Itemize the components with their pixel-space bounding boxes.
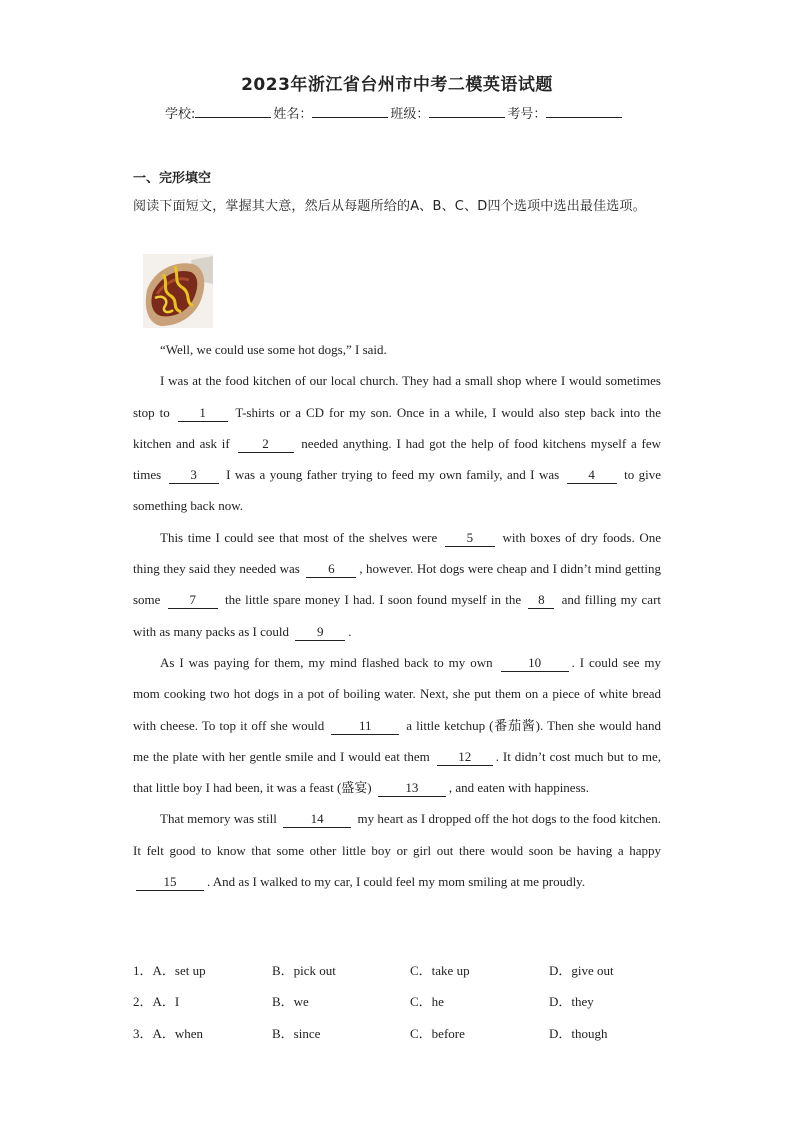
hot-dog-photo — [143, 254, 213, 328]
blank-12[interactable]: 12 — [437, 749, 493, 766]
school-label: 学校: — [165, 107, 196, 122]
blank-3[interactable]: 3 — [169, 467, 219, 484]
question-1-b[interactable]: B．pick out — [272, 963, 336, 978]
answer-options — [133, 957, 673, 1051]
question-1-d[interactable]: D．give out — [549, 963, 614, 978]
question-3-options — [133, 1020, 673, 1051]
question-3-d[interactable]: D．though — [549, 1025, 608, 1041]
question-2-c[interactable]: C．he — [410, 994, 444, 1010]
name-label: 姓名： — [273, 107, 313, 122]
blank-14[interactable]: 14 — [283, 811, 351, 828]
exam-number-label: 考号： — [507, 107, 547, 122]
paragraph-2: I was at the food kitchen of our local church. They had a small shop where I would sometimes stop to 1 T-shirts or a CD for my son. Once in a while, I would also step back into the kitchen and ask if 2 needed anything. I had got the help of food kitchens myself a few times 3 I was a young father trying to feed my own family, and I was 4 to give something back now. — [133, 373, 662, 514]
instruction-text: 阅读下面短文，掌握其大意，然后从每题所给的A、B、C、D四个选项中选出最佳选项。 — [133, 199, 646, 214]
cloze-passage — [133, 334, 661, 897]
blank-8[interactable]: 8 — [528, 592, 554, 609]
question-1-options — [133, 957, 673, 988]
name-blank[interactable] — [312, 105, 388, 118]
question-1-c[interactable]: C．take up — [410, 963, 470, 978]
blank-4[interactable]: 4 — [567, 467, 617, 484]
student-info-line — [165, 103, 624, 122]
question-2-a[interactable]: 2．A．I — [133, 994, 180, 1010]
section-heading: 一、完形填空 — [133, 171, 212, 186]
question-2-b[interactable]: B．we — [272, 994, 309, 1010]
question-1-a[interactable]: 1．A．set up — [133, 963, 206, 978]
blank-6[interactable]: 6 — [306, 561, 356, 578]
class-blank[interactable] — [429, 105, 505, 118]
paragraph-4: As I was paying for them, my mind flashed back to my own 10 . I could see my mom cooking two hot dogs in a pot of boiling water. Next, she put them on a piece of white bread with cheese. To top it off she would 11 a little ketchup (番茄酱). Then she would hand me the plate with her gentle smile and I would eat them 12 . It didn’t cost much but to me, that little boy I had been, it was a feast (盛宴) 13 , and eaten with happiness. — [133, 654, 662, 796]
question-3-a[interactable]: 3．A．when — [133, 1025, 204, 1041]
blank-7[interactable]: 7 — [168, 592, 218, 609]
blank-9[interactable]: 9 — [295, 624, 345, 641]
exam-title: 2023年浙江省台州市中考二模英语试题 — [241, 75, 553, 95]
question-2-d[interactable]: D．they — [549, 994, 594, 1010]
exam-number-blank[interactable] — [546, 105, 622, 118]
question-3-b[interactable]: B．since — [272, 1025, 321, 1041]
paragraph-5: That memory was still 14 my heart as I dropped off the hot dogs to the food kitchen. It felt good to know that some other little boy or girl out there would soon be having a happy 15 . And as I walked to my car, I could feel my mom smiling at me proudly. — [133, 811, 662, 890]
blank-1[interactable]: 1 — [178, 405, 228, 422]
class-label: 班级： — [390, 107, 430, 122]
question-3-c[interactable]: C．before — [410, 1025, 465, 1041]
blank-10[interactable]: 10 — [501, 655, 569, 672]
blank-15[interactable]: 15 — [136, 874, 204, 891]
paragraph-3: This time I could see that most of the shelves were 5 with boxes of dry foods. One thing they said they needed was 6 , however. Hot dogs were cheap and I didn’t mind getting some 7 the little spare money I had. I soon found myself in the 8 and filling my cart with as many packs as I could 9 . — [133, 529, 662, 639]
blank-13[interactable]: 13 — [378, 780, 446, 797]
school-blank[interactable] — [195, 105, 271, 118]
blank-5[interactable]: 5 — [445, 530, 495, 547]
blank-2[interactable]: 2 — [238, 436, 294, 453]
question-2-options — [133, 988, 673, 1019]
paragraph-1: “Well, we could use some hot dogs,” I said. — [160, 342, 387, 357]
blank-11[interactable]: 11 — [331, 718, 399, 735]
